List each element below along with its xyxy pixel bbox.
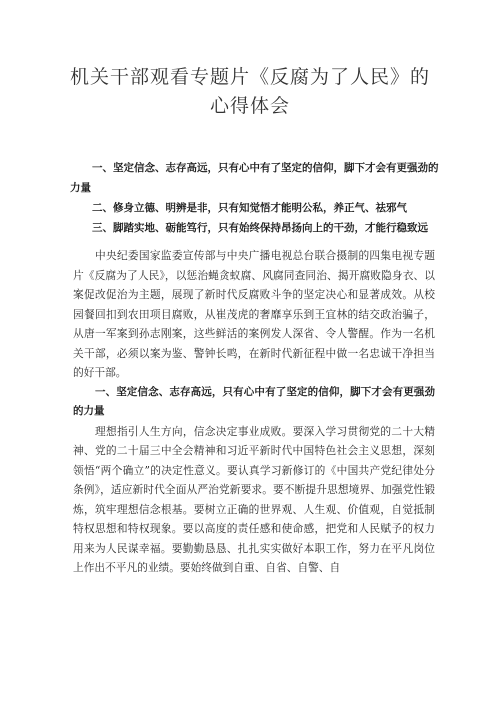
document-title-line-2: 心得体会 — [209, 95, 290, 117]
toc-item-3: 三、脚踏实地、砺能笃行，只有始终保持昂扬向上的干劲，才能行稳致远 — [92, 222, 428, 234]
document-body — [73, 246, 435, 578]
document-title-line-1: 机关干部观看专题片《反腐为了人民》的 — [69, 66, 430, 88]
toc-item-2: 二、修身立德、明辨是非，只有知觉悟才能明公私，养正气、祛邪气 — [92, 202, 407, 214]
toc-item-1: 一、坚定信念、志存高远，只有心中有了坚定的信仰，脚下才会有更强劲的力量 — [70, 162, 439, 194]
intro-paragraph: 中央纪委国家监委宣传部与中央广播电视总台联合摄制的四集电视专题片《反腐为了人民》，以惩治蝇贪蚁腐、风腐同查同治、揭开腐败隐身衣、以案促改促治为主题，展现了新时代反腐败斗争的坚定决心和显著成效。从校园餐回扣到农田项目腐败，从崔茂虎的奢靡享乐到王宜林的结交政治骗子，从唐一军案到孙志刚案，这些鲜活的案例发人深省、令人警醒。作为一名机关干部，必须以案为鉴、警钟长鸣，在新时代新征程中做一名忠诚干净担当的好干部。 — [73, 249, 435, 379]
table-of-contents — [70, 158, 440, 238]
section-1-heading: 一、坚定信念、志存高远，只有心中有了坚定的信仰，脚下才会有更强劲的力量 — [73, 385, 435, 417]
section-1-paragraph: 理想指引人生方向，信念决定事业成败。要深入学习贯彻党的二十大精神、党的二十届三中全会精神和习近平新时代中国特色社会主义思想，深刻领悟“两个确立”的决定性意义。要认真学习新修订的《中国共产党纪律处分条例》，适应新时代全面从严治党新要求。要不断提升思想境界、加强党性锻炼，筑牢理想信念根基。要树立正确的世界观、人生观、价值观，自觉抵制特权思想和特权现象。要以高度的责任感和使命感，把党和人民赋予的权力用来为人民谋幸福。要勤勤恳恳、扎扎实实做好本职工作，努力在平凡岗位上作出不平凡的业绩。要始终做到自重、自省、自警、自 — [73, 424, 435, 574]
